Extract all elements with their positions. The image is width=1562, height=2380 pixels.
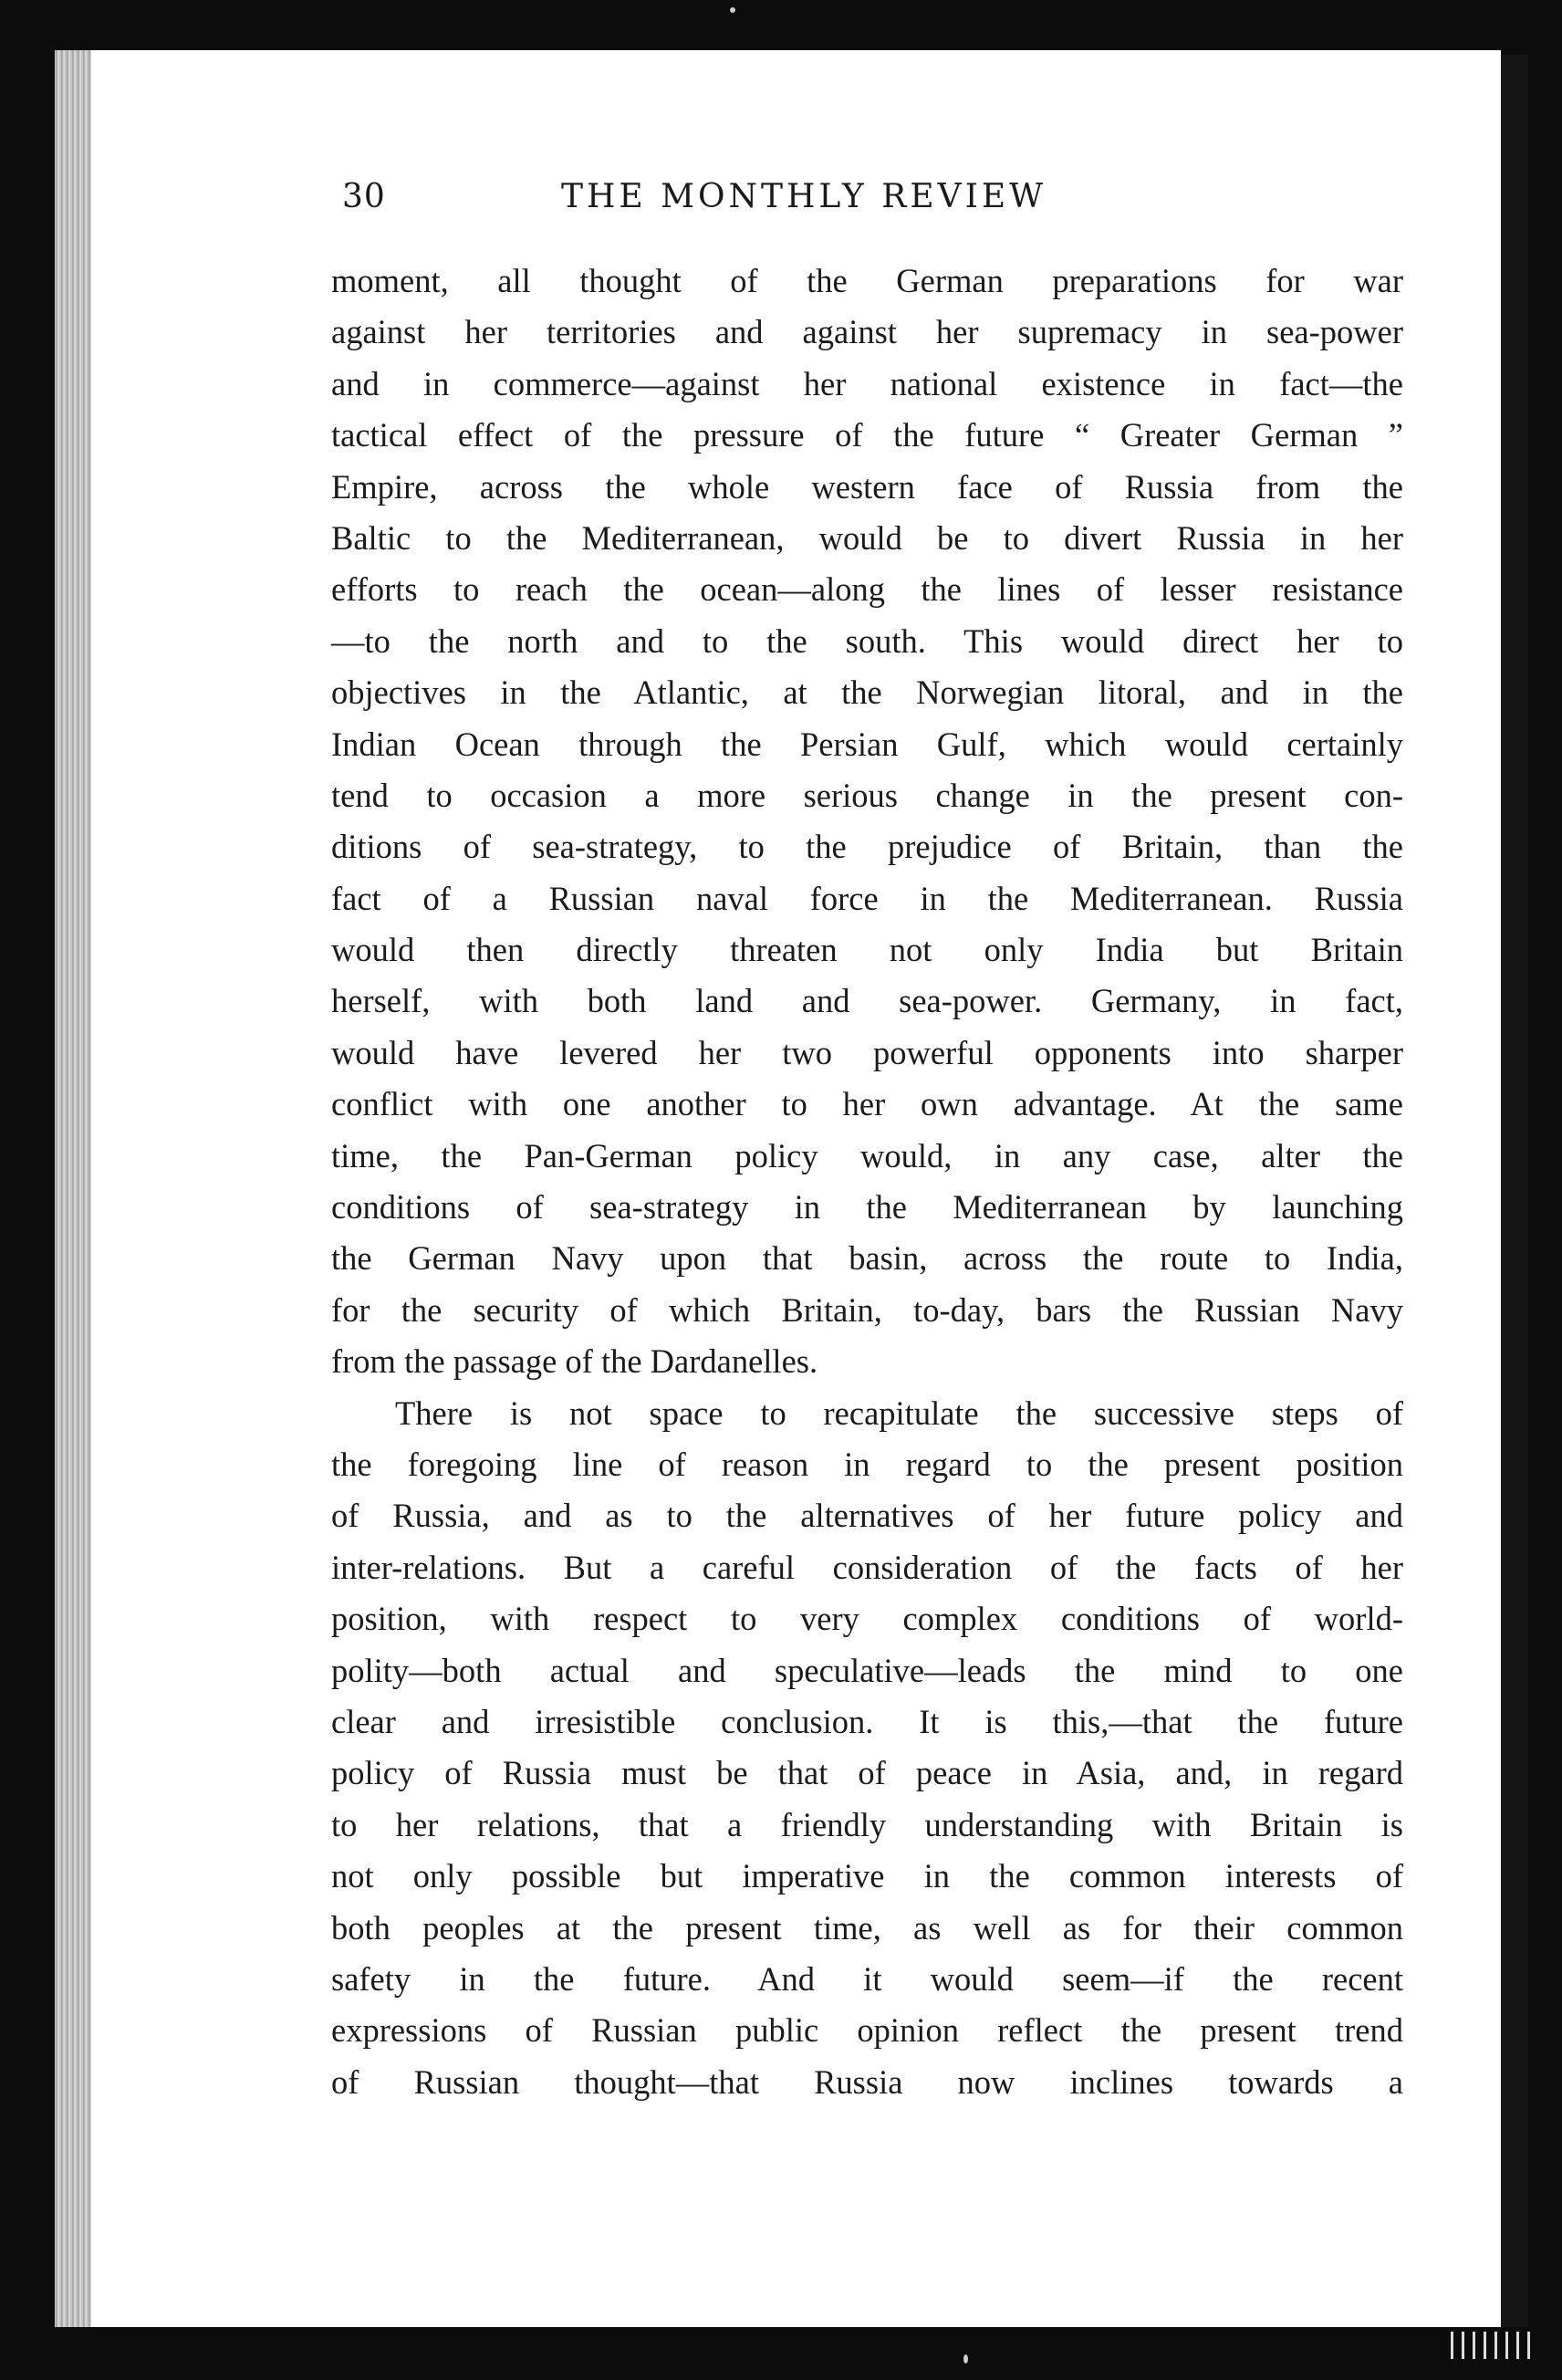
text-line: polity—both actual and speculative—leads the mind to one [331, 1651, 1403, 1689]
text-line: for the security of which Britain, to-day, bars the Russian Navy [331, 1290, 1403, 1329]
text-line: not only possible but imperative in the common interests of [331, 1857, 1403, 1895]
text-line: Empire, across the whole western face of Russia from the [331, 467, 1403, 506]
journal-title: THE MONTHLY REVIEW [561, 178, 1047, 215]
text-line: conflict with one another to her own advantage. At the same [331, 1085, 1403, 1123]
text-line: safety in the future. And it would seem—if the recent [331, 1959, 1403, 1998]
text-line: of Russia, and as to the alternatives of her future policy and [331, 1497, 1403, 1535]
text-line: tend to occasion a more serious change in the present con- [331, 776, 1403, 814]
text-line: against her territories and against her supremacy in sea-power [331, 313, 1403, 351]
text-line: to her relations, that a friendly understanding with Britain is [331, 1805, 1403, 1843]
page-number: 30 [342, 178, 386, 215]
text-line: and in commerce—against her national existence in fact—the [331, 364, 1403, 402]
text-line: efforts to reach the ocean—along the lines of lesser resistance [331, 570, 1403, 609]
text-line: of Russian thought—that Russia now inclines towards a [331, 2062, 1403, 2101]
text-line: from the passage of the Dardanelles. [331, 1342, 818, 1381]
text-line: herself, with both land and sea-power. Germany, in fact, [331, 982, 1403, 1020]
text-line: the foregoing line of reason in regard to the present position [331, 1445, 1403, 1483]
text-line: —to the north and to the south. This would direct her to [331, 621, 1403, 660]
text-line: policy of Russia must be that of peace in Asia, and, in regard [331, 1754, 1403, 1792]
text-line: ditions of sea-strategy, to the prejudice of Britain, than the [331, 828, 1403, 866]
text-line: the German Navy upon that basin, across the route to India, [331, 1239, 1403, 1278]
text-line: Indian Ocean through the Persian Gulf, which would certainly [331, 725, 1403, 763]
text-line: expressions of Russian public opinion reflect the present trend [331, 2011, 1403, 2050]
text-line: tactical effect of the pressure of the future “ Greater German ” [331, 416, 1403, 454]
paragraph [331, 1388, 1403, 2108]
text-line: objectives in the Atlantic, at the Norwegian litoral, and in the [331, 673, 1403, 712]
text-line: fact of a Russian naval force in the Mediterranean. Russia [331, 879, 1403, 917]
text-line: conditions of sea-strategy in the Mediterranean by launching [331, 1188, 1403, 1227]
text-line: both peoples at the present time, as well as for their common [331, 1908, 1403, 1947]
text-line: inter-relations. But a careful consideration of the facts of her [331, 1548, 1403, 1586]
text-line: clear and irresistible conclusion. It is this,—that the future [331, 1702, 1403, 1740]
text-line: Baltic to the Mediterranean, would be to divert Russia in her [331, 518, 1403, 557]
page-edge-ticks [1451, 2332, 1533, 2359]
text-line: would then directly threaten not only India but Britain [331, 931, 1403, 969]
text-line: There is not space to recapitulate the successive steps of [395, 1394, 1403, 1432]
text-line: would have levered her two powerful opponents into sharper [331, 1033, 1403, 1071]
text-line: position, with respect to very complex conditions of world- [331, 1600, 1403, 1638]
dust-speck [963, 2354, 968, 2364]
body-text [331, 256, 1403, 2108]
text-line: moment, all thought of the German preparations for war [331, 262, 1403, 299]
text-line: time, the Pan-German policy would, in any case, alter the [331, 1136, 1403, 1174]
dust-speck [730, 7, 735, 13]
running-head [342, 178, 1401, 233]
paragraph [331, 256, 1403, 1388]
page-edge-shadow [1501, 55, 1528, 2327]
